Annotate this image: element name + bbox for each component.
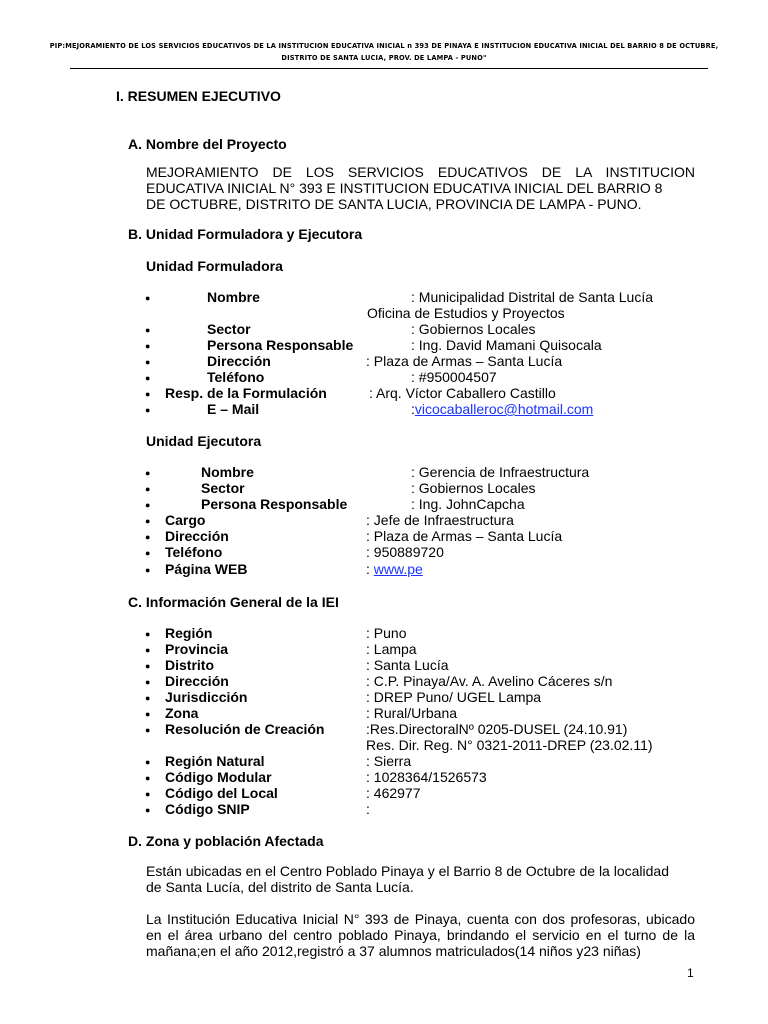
field-value: : 462977 xyxy=(366,785,421,801)
field-label: Cargo xyxy=(165,512,206,528)
bullet-icon: ● xyxy=(145,357,151,367)
paragraph-line: Están ubicadas en el Centro Poblado Pinaya y el Barrio 8 de Octubre de la localidad xyxy=(146,863,669,879)
bullet-icon: ● xyxy=(145,548,151,558)
field-label: Distrito xyxy=(165,657,214,673)
field-value: :Res.DirectoralNº 0205-DUSEL (24.10.91) xyxy=(366,721,628,737)
field-value: : Gobiernos Locales xyxy=(411,321,536,337)
bullet-icon: ● xyxy=(145,341,151,351)
field-label: Nombre xyxy=(207,289,260,305)
field-label: Resolución de Creación xyxy=(165,721,325,737)
bullet-icon: ● xyxy=(145,500,151,510)
email-field-value xyxy=(411,401,593,417)
field-value: : Ing. JohnCapcha xyxy=(411,496,525,512)
field-value: : Santa Lucía xyxy=(366,657,449,673)
field-label: Región Natural xyxy=(165,753,265,769)
field-value: : Plaza de Armas – Santa Lucía xyxy=(366,528,563,544)
bullet-icon: ● xyxy=(145,373,151,383)
unidad-formuladora-title: Unidad Formuladora xyxy=(146,258,283,274)
bullet-icon: ● xyxy=(145,645,151,655)
page-number: 1 xyxy=(687,966,694,980)
field-value: : Ing. David Mamani Quisocala xyxy=(411,337,602,353)
field-label: Sector xyxy=(207,321,251,337)
field-value: : #950004507 xyxy=(411,369,497,385)
email-link[interactable]: vicocaballeroc@hotmail.com xyxy=(414,401,594,417)
zona-paragraph xyxy=(146,863,695,895)
bullet-icon: ● xyxy=(145,484,151,494)
page-header xyxy=(0,40,768,64)
field-value: : Lampa xyxy=(366,641,417,657)
bullet-icon: ● xyxy=(145,677,151,687)
field-value: : Gerencia de Infraestructura xyxy=(411,464,590,480)
project-name-line: MEJORAMIENTO DE LOS SERVICIOS EDUCATIVOS DE LA INSTITUCION xyxy=(146,164,695,180)
field-label: Teléfono xyxy=(165,544,223,560)
bullet-icon: ● xyxy=(145,405,151,415)
field-label: Provincia xyxy=(165,641,229,657)
field-value: : Rural/Urbana xyxy=(366,705,458,721)
field-value: : Arq. Víctor Caballero Castillo xyxy=(369,385,556,401)
paragraph-line: mañana;en el año 2012,registró a 37 alumnos matriculados(14 niños y23 niñas) xyxy=(146,943,641,959)
paragraph-line: La Institución Educativa Inicial N° 393 de Pinaya, cuenta con dos profesoras, ubicado xyxy=(146,911,695,927)
institucion-paragraph xyxy=(146,911,695,959)
field-label: Código del Local xyxy=(165,785,278,801)
project-name-paragraph xyxy=(146,164,695,212)
field-label: Sector xyxy=(201,480,245,496)
field-value: : Jefe de Infraestructura xyxy=(366,512,514,528)
web-link[interactable]: www.pe xyxy=(373,561,423,577)
field-value: : 950889720 xyxy=(366,544,444,560)
bullet-icon: ● xyxy=(145,773,151,783)
bullet-icon: ● xyxy=(145,725,151,735)
field-value: : 1028364/1526573 xyxy=(366,769,487,785)
page-header-line-1: PIP:MEJORAMIENTO DE LOS SERVICIOS EDUCATIVOS DE LA INSTITUCION EDUCATIVA INICIAL n 393 DE PINAYA E INSTITUCION EDUCATIVA INICIAL DEL BARRIO 8 DE OCTUBRE, xyxy=(49,41,719,50)
field-label: Persona Responsable xyxy=(207,337,354,353)
field-value: : Puno xyxy=(366,625,407,641)
bullet-icon: ● xyxy=(145,805,151,815)
field-label: Jurisdicción xyxy=(165,689,248,705)
field-label: Dirección xyxy=(207,353,271,369)
project-name-line: EDUCATIVA INICIAL N° 393 E INSTITUCION EDUCATIVA INICIAL DEL BARRIO 8 xyxy=(146,180,663,196)
field-value: Res. Dir. Reg. N° 0321-2011-DREP (23.02.11) xyxy=(366,737,653,753)
field-value: : Municipalidad Distrital de Santa Lucía xyxy=(411,289,654,305)
field-label: Dirección xyxy=(165,673,229,689)
field-label: Zona xyxy=(165,705,199,721)
field-value: : Plaza de Armas – Santa Lucía xyxy=(366,353,563,369)
bullet-icon: ● xyxy=(145,661,151,671)
field-value: : xyxy=(366,801,370,817)
bullet-icon: ● xyxy=(145,293,151,303)
field-label: Resp. de la Formulación xyxy=(165,385,327,401)
bullet-icon: ● xyxy=(145,693,151,703)
section-c-title: C. Información General de la IEI xyxy=(128,594,339,610)
paragraph-line: en el área urbano del centro poblado Pinaya, brindando el servicio en el turno de la xyxy=(146,927,695,943)
bullet-icon: ● xyxy=(145,709,151,719)
field-label: Nombre xyxy=(201,464,254,480)
section-b-title: B. Unidad Formuladora y Ejecutora xyxy=(128,226,363,242)
field-label: Persona Responsable xyxy=(201,496,348,512)
bullet-icon: ● xyxy=(145,516,151,526)
field-label: E – Mail xyxy=(207,401,260,417)
bullet-icon: ● xyxy=(145,325,151,335)
bullet-icon: ● xyxy=(145,757,151,767)
section-i-title: I. RESUMEN EJECUTIVO xyxy=(116,88,281,104)
field-value: : Sierra xyxy=(366,753,412,769)
paragraph-line: de Santa Lucía, del distrito de Santa Lucía. xyxy=(146,879,414,895)
bullet-icon: ● xyxy=(145,389,151,399)
field-label: Código SNIP xyxy=(165,801,250,817)
field-value: : C.P. Pinaya/Av. A. Avelino Cáceres s/n xyxy=(366,673,613,689)
page-header-line-2: DISTRITO DE SANTA LUCIA, PROV. DE LAMPA - PUNO" xyxy=(281,53,487,62)
web-field-value xyxy=(366,561,423,577)
bullet-icon: ● xyxy=(145,468,151,478)
bullet-icon: ● xyxy=(145,532,151,542)
project-name-line: DE OCTUBRE, DISTRITO DE SANTA LUCIA, PROVINCIA DE LAMPA - PUNO. xyxy=(146,196,642,212)
field-value: : Gobiernos Locales xyxy=(411,480,536,496)
bullet-icon: ● xyxy=(145,789,151,799)
field-prefix: : xyxy=(366,561,374,577)
section-a-title: A. Nombre del Proyecto xyxy=(128,136,287,152)
bullet-icon: ● xyxy=(145,565,151,575)
bullet-icon: ● xyxy=(145,629,151,639)
field-label: Dirección xyxy=(165,528,229,544)
unidad-ejecutora-title: Unidad Ejecutora xyxy=(146,433,262,449)
field-label: Código Modular xyxy=(165,769,272,785)
header-divider xyxy=(70,68,708,69)
field-label: Teléfono xyxy=(207,369,265,385)
field-label: Página WEB xyxy=(165,561,248,577)
field-prefix: : xyxy=(411,401,415,417)
field-value: : DREP Puno/ UGEL Lampa xyxy=(366,689,542,705)
field-label: Región xyxy=(165,625,213,641)
field-value: Oficina de Estudios y Proyectos xyxy=(367,305,565,321)
section-d-title: D. Zona y población Afectada xyxy=(128,833,324,849)
